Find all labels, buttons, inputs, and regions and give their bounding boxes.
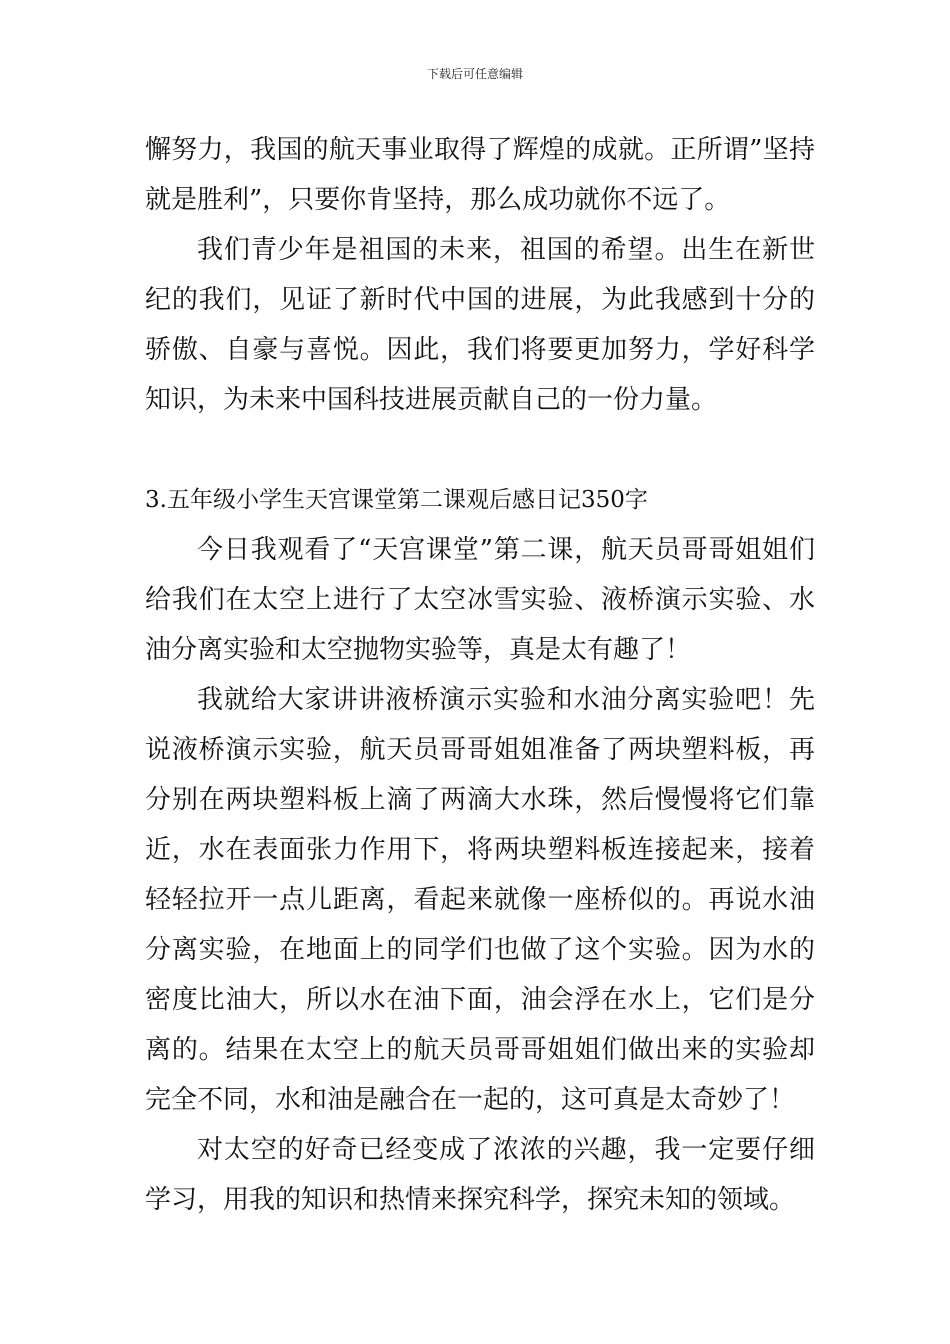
page-header: 下载后可任意编辑: [426, 67, 523, 81]
document-body: [145, 125, 815, 1225]
paragraph: 我就给大家讲讲液桥演示实验和水油分离实验吧！先说液桥演示实验，航天员哥哥姐姐准备了两块塑料板，再分别在两块塑料板上滴了两滴大水珠，然后慢慢将它们靠近，水在表面张力作用下，将两块塑料板连接起来，接着轻轻拉开一点儿距离，看起来就像一座桥似的。再说水油分离实验，在地面上的同学们也做了这个实验。因为水的密度比油大，所以水在油下面，油会浮在水上，它们是分离的。结果在太空上的航天员哥哥姐姐们做出来的实验却完全不同，水和油是融合在一起的，这可真是太奇妙了！: [145, 685, 815, 1115]
section-title: 3.五年级小学生天宫课堂第二课观后感日记350字: [145, 487, 648, 513]
paragraph-continued: 懈努力，我国的航天事业取得了辉煌的成就。正所谓”坚持就是胜利”，只要你肯坚持，那么成功就你不远了。: [145, 135, 815, 215]
paragraph: 今日我观看了“天宫课堂”第二课，航天员哥哥姐姐们给我们在太空上进行了太空冰雪实验、液桥演示实验、水油分离实验和太空抛物实验等，真是太有趣了！: [145, 535, 815, 665]
paragraph: 对太空的好奇已经变成了浓浓的兴趣，我一定要仔细学习，用我的知识和热情来探究科学，探究未知的领域。: [145, 1135, 815, 1215]
paragraph-spacer: [145, 425, 815, 475]
paragraph: 我们青少年是祖国的未来，祖国的希望。出生在新世纪的我们，见证了新时代中国的进展，为此我感到十分的骄傲、自豪与喜悦。因此，我们将要更加努力，学好科学知识，为未来中国科技进展贡献自己的一份力量。: [145, 235, 815, 415]
